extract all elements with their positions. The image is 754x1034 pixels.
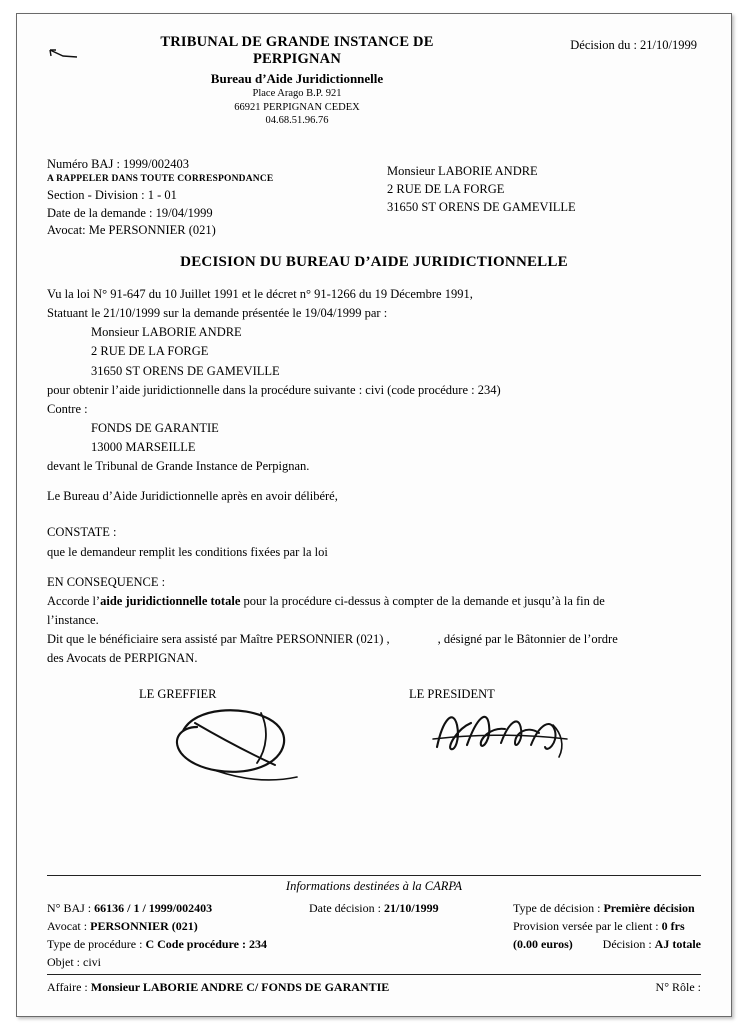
carpa-objet-cell xyxy=(47,953,101,971)
applicant-city: 31650 ST ORENS DE GAMEVILLE xyxy=(91,363,280,378)
accorde-bold: aide juridictionnelle totale xyxy=(100,593,241,608)
carpa-procedure-cell xyxy=(47,935,267,953)
opponent-city: 13000 MARSEILLE xyxy=(91,440,196,455)
carpa-decision-cell xyxy=(603,935,701,953)
applicant-name: Monsieur LABORIE ANDRE xyxy=(91,325,242,340)
carpa-avocat-value: PERSONNIER (021) xyxy=(90,919,198,933)
dit-que-line2: des Avocats de PERPIGNAN. xyxy=(47,651,198,666)
recipient-street: 2 RUE DE LA FORGE xyxy=(387,181,505,196)
carpa-baj-label: N° BAJ : xyxy=(47,901,95,915)
document-title: DECISION DU BUREAU D’AIDE JURIDICTIONNELLE xyxy=(180,254,568,271)
table-row xyxy=(47,899,701,917)
recipient-name: Monsieur LABORIE ANDRE xyxy=(387,163,538,178)
greffier-label: LE GREFFIER xyxy=(139,687,217,702)
carpa-affaire-label: Affaire : xyxy=(47,980,91,994)
carpa-decision-value: AJ totale xyxy=(654,937,701,951)
accorde-suffix: pour la procédure ci-dessus à compter de la demande et jusqu’à la fin de xyxy=(240,593,605,608)
carpa-affaire-cell xyxy=(47,978,389,996)
statuant: Statuant le 21/10/1999 sur la demande présentée le 19/04/1999 par : xyxy=(47,306,388,321)
president-signature-icon xyxy=(427,699,577,769)
phone-number: 04.68.51.96.76 xyxy=(265,115,329,127)
header-center-block xyxy=(53,34,541,128)
document-content xyxy=(17,14,731,1016)
carpa-title: Informations destinées à la CARPA xyxy=(285,879,463,893)
arrow-marker-icon xyxy=(49,48,79,60)
devant-tribunal: devant le Tribunal de Grande Instance de Perpignan. xyxy=(47,459,310,474)
consequence-heading: EN CONSEQUENCE : xyxy=(47,574,166,589)
avocat-line: Avocat: Me PERSONNIER (021) xyxy=(47,223,216,238)
carpa-procedure-label: Type de procédure : xyxy=(47,937,146,951)
document-header xyxy=(47,34,701,128)
carpa-type-decision-label: Type de décision : xyxy=(513,901,604,915)
date-demande: Date de la demande : 19/04/1999 xyxy=(47,205,213,220)
carpa-date-value: 21/10/1999 xyxy=(383,901,439,915)
table-row xyxy=(47,978,701,996)
dit-que-line xyxy=(47,630,701,648)
bureau-name: Bureau d’Aide Juridictionnelle xyxy=(210,71,384,87)
contre-label: Contre : xyxy=(47,401,88,416)
recipient-address xyxy=(387,162,576,216)
document-body xyxy=(47,285,701,667)
carpa-affaire-value: Monsieur LABORIE ANDRE C/ FONDS DE GARANTIE xyxy=(90,980,390,994)
section-division: Section - Division : 1 - 01 xyxy=(47,187,177,202)
carpa-procedure-value: C Code procédure : 234 xyxy=(145,937,267,951)
greffier-signature-icon xyxy=(165,701,335,789)
address-line-1: Place Arago B.P. 921 xyxy=(252,88,342,100)
carpa-provision-value: 0 frs (0.00 euros) xyxy=(513,919,685,951)
court-name-line2: PERPIGNAN xyxy=(253,51,341,68)
carpa-bottom-rule xyxy=(47,974,701,975)
dit-que-prefix: Dit que le bénéficiaire sera assisté par Maître PERSONNIER (021) , xyxy=(47,632,390,647)
carpa-nrole: N° Rôle : xyxy=(655,980,701,994)
constate-text: que le demandeur remplit les conditions fixées par la loi xyxy=(47,544,328,559)
constate-heading: CONSTATE : xyxy=(47,525,117,540)
accorde-line xyxy=(47,592,701,610)
carpa-provision-label: Provision versée par le client : xyxy=(513,919,662,933)
carpa-baj-cell xyxy=(47,899,212,917)
recall-note: A RAPPELER DANS TOUTE CORRESPONDANCE xyxy=(47,174,274,185)
scanned-sheet xyxy=(16,13,732,1017)
signature-row xyxy=(47,687,701,799)
accorde-prefix: Accorde l’ xyxy=(47,593,101,608)
address-line-2: 66921 PERPIGNAN CEDEX xyxy=(234,101,360,113)
applicant-street: 2 RUE DE LA FORGE xyxy=(91,344,209,359)
carpa-decision-label: Décision : xyxy=(602,937,655,951)
carpa-type-decision-cell xyxy=(513,899,695,917)
carpa-avocat-cell xyxy=(47,917,198,935)
table-row xyxy=(47,953,701,971)
numero-baj: Numéro BAJ : 1999/002403 xyxy=(47,156,190,171)
carpa-date-cell xyxy=(309,899,439,917)
carpa-date-label: Date décision : xyxy=(309,901,384,915)
decision-date: Décision du : 21/10/1999 xyxy=(570,38,697,52)
identity-block xyxy=(47,156,701,240)
vu-la-loi: Vu la loi N° 91-647 du 10 Juillet 1991 et le décret n° 91-1266 du 19 Décembre 1991, xyxy=(47,287,473,302)
carpa-baj-value: 66136 / 1 / 1999/002403 xyxy=(94,901,213,915)
table-row xyxy=(47,935,701,953)
pour-obtenir: pour obtenir l’aide juridictionnelle dans la procédure suivante : civi (code procédure : 234) xyxy=(47,382,501,397)
recipient-city: 31650 ST ORENS DE GAMEVILLE xyxy=(387,199,576,214)
president-label: LE PRESIDENT xyxy=(409,687,495,702)
carpa-objet-value: civi xyxy=(83,955,101,969)
carpa-avocat-label: Avocat : xyxy=(47,919,91,933)
carpa-table xyxy=(47,899,701,996)
carpa-objet-label: Objet : xyxy=(47,955,83,969)
dit-que-suffix: , désigné par le Bâtonnier de l’ordre xyxy=(437,632,618,647)
accorde-line2: l’instance. xyxy=(47,612,99,627)
identity-left xyxy=(47,156,377,240)
deliberation: Le Bureau d’Aide Juridictionnelle après en avoir délibéré, xyxy=(47,489,338,504)
carpa-footer xyxy=(47,875,701,996)
carpa-type-decision-value: Première décision xyxy=(603,901,695,915)
opponent-name: FONDS DE GARANTIE xyxy=(91,420,219,435)
court-name-line1: TRIBUNAL DE GRANDE INSTANCE DE xyxy=(160,34,434,50)
carpa-top-rule xyxy=(47,875,701,876)
